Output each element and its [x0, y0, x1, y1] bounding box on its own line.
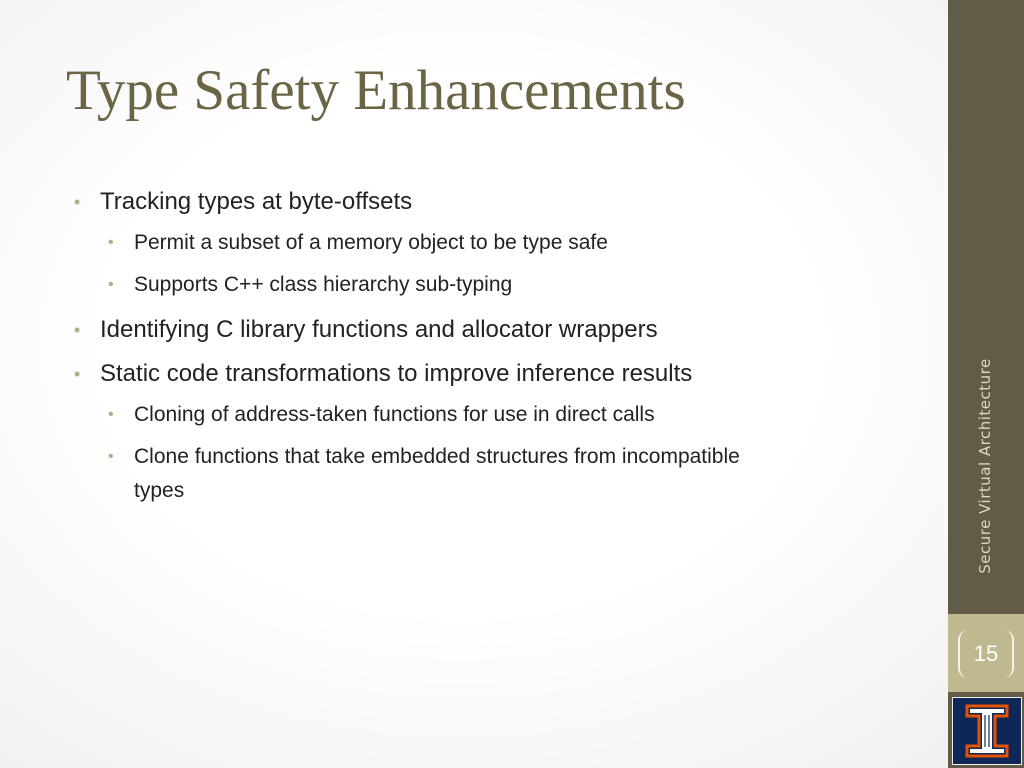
bullet-text: Tracking types at byte-offsets [100, 188, 413, 215]
sub-bullet-text: Clone functions that take embedded structures from incompatible types [134, 445, 740, 502]
bullet-icon: • [108, 448, 114, 465]
sub-bullet-text: Permit a subset of a memory object to be type safe [134, 231, 608, 254]
bullet-icon: • [74, 320, 81, 340]
bullet-icon: • [108, 234, 114, 251]
sub-bullet-list [100, 226, 934, 302]
block-i-icon [953, 698, 1021, 764]
bullet-list [74, 186, 934, 508]
slide-content [74, 186, 934, 520]
page-number-badge [958, 630, 1014, 678]
sub-bullet-list [100, 398, 934, 508]
bullet-item [74, 186, 934, 302]
page-number: 15 [973, 641, 999, 666]
bullet-icon: • [108, 276, 114, 293]
bullet-text: Static code transformations to improve inference results [100, 360, 693, 387]
sub-bullet-text: Supports C++ class hierarchy sub-typing [134, 273, 513, 296]
sub-bullet-item [100, 398, 934, 432]
sidebar-footer-text: Secure Virtual Architecture [976, 358, 994, 574]
bullet-icon: • [108, 406, 114, 423]
slide-title: Type Safety Enhancements [66, 59, 686, 122]
bullet-icon: • [74, 364, 81, 384]
bullet-item [74, 314, 934, 346]
bullet-item [74, 358, 934, 508]
sub-bullet-item [100, 226, 934, 260]
bullet-text: Identifying C library functions and allocator wrappers [100, 316, 658, 343]
sub-bullet-item [100, 440, 774, 508]
sub-bullet-text: Cloning of address-taken functions for use in direct calls [134, 403, 655, 426]
bullet-icon: • [74, 192, 81, 212]
sub-bullet-item [100, 268, 934, 302]
university-logo-icon [952, 697, 1022, 765]
